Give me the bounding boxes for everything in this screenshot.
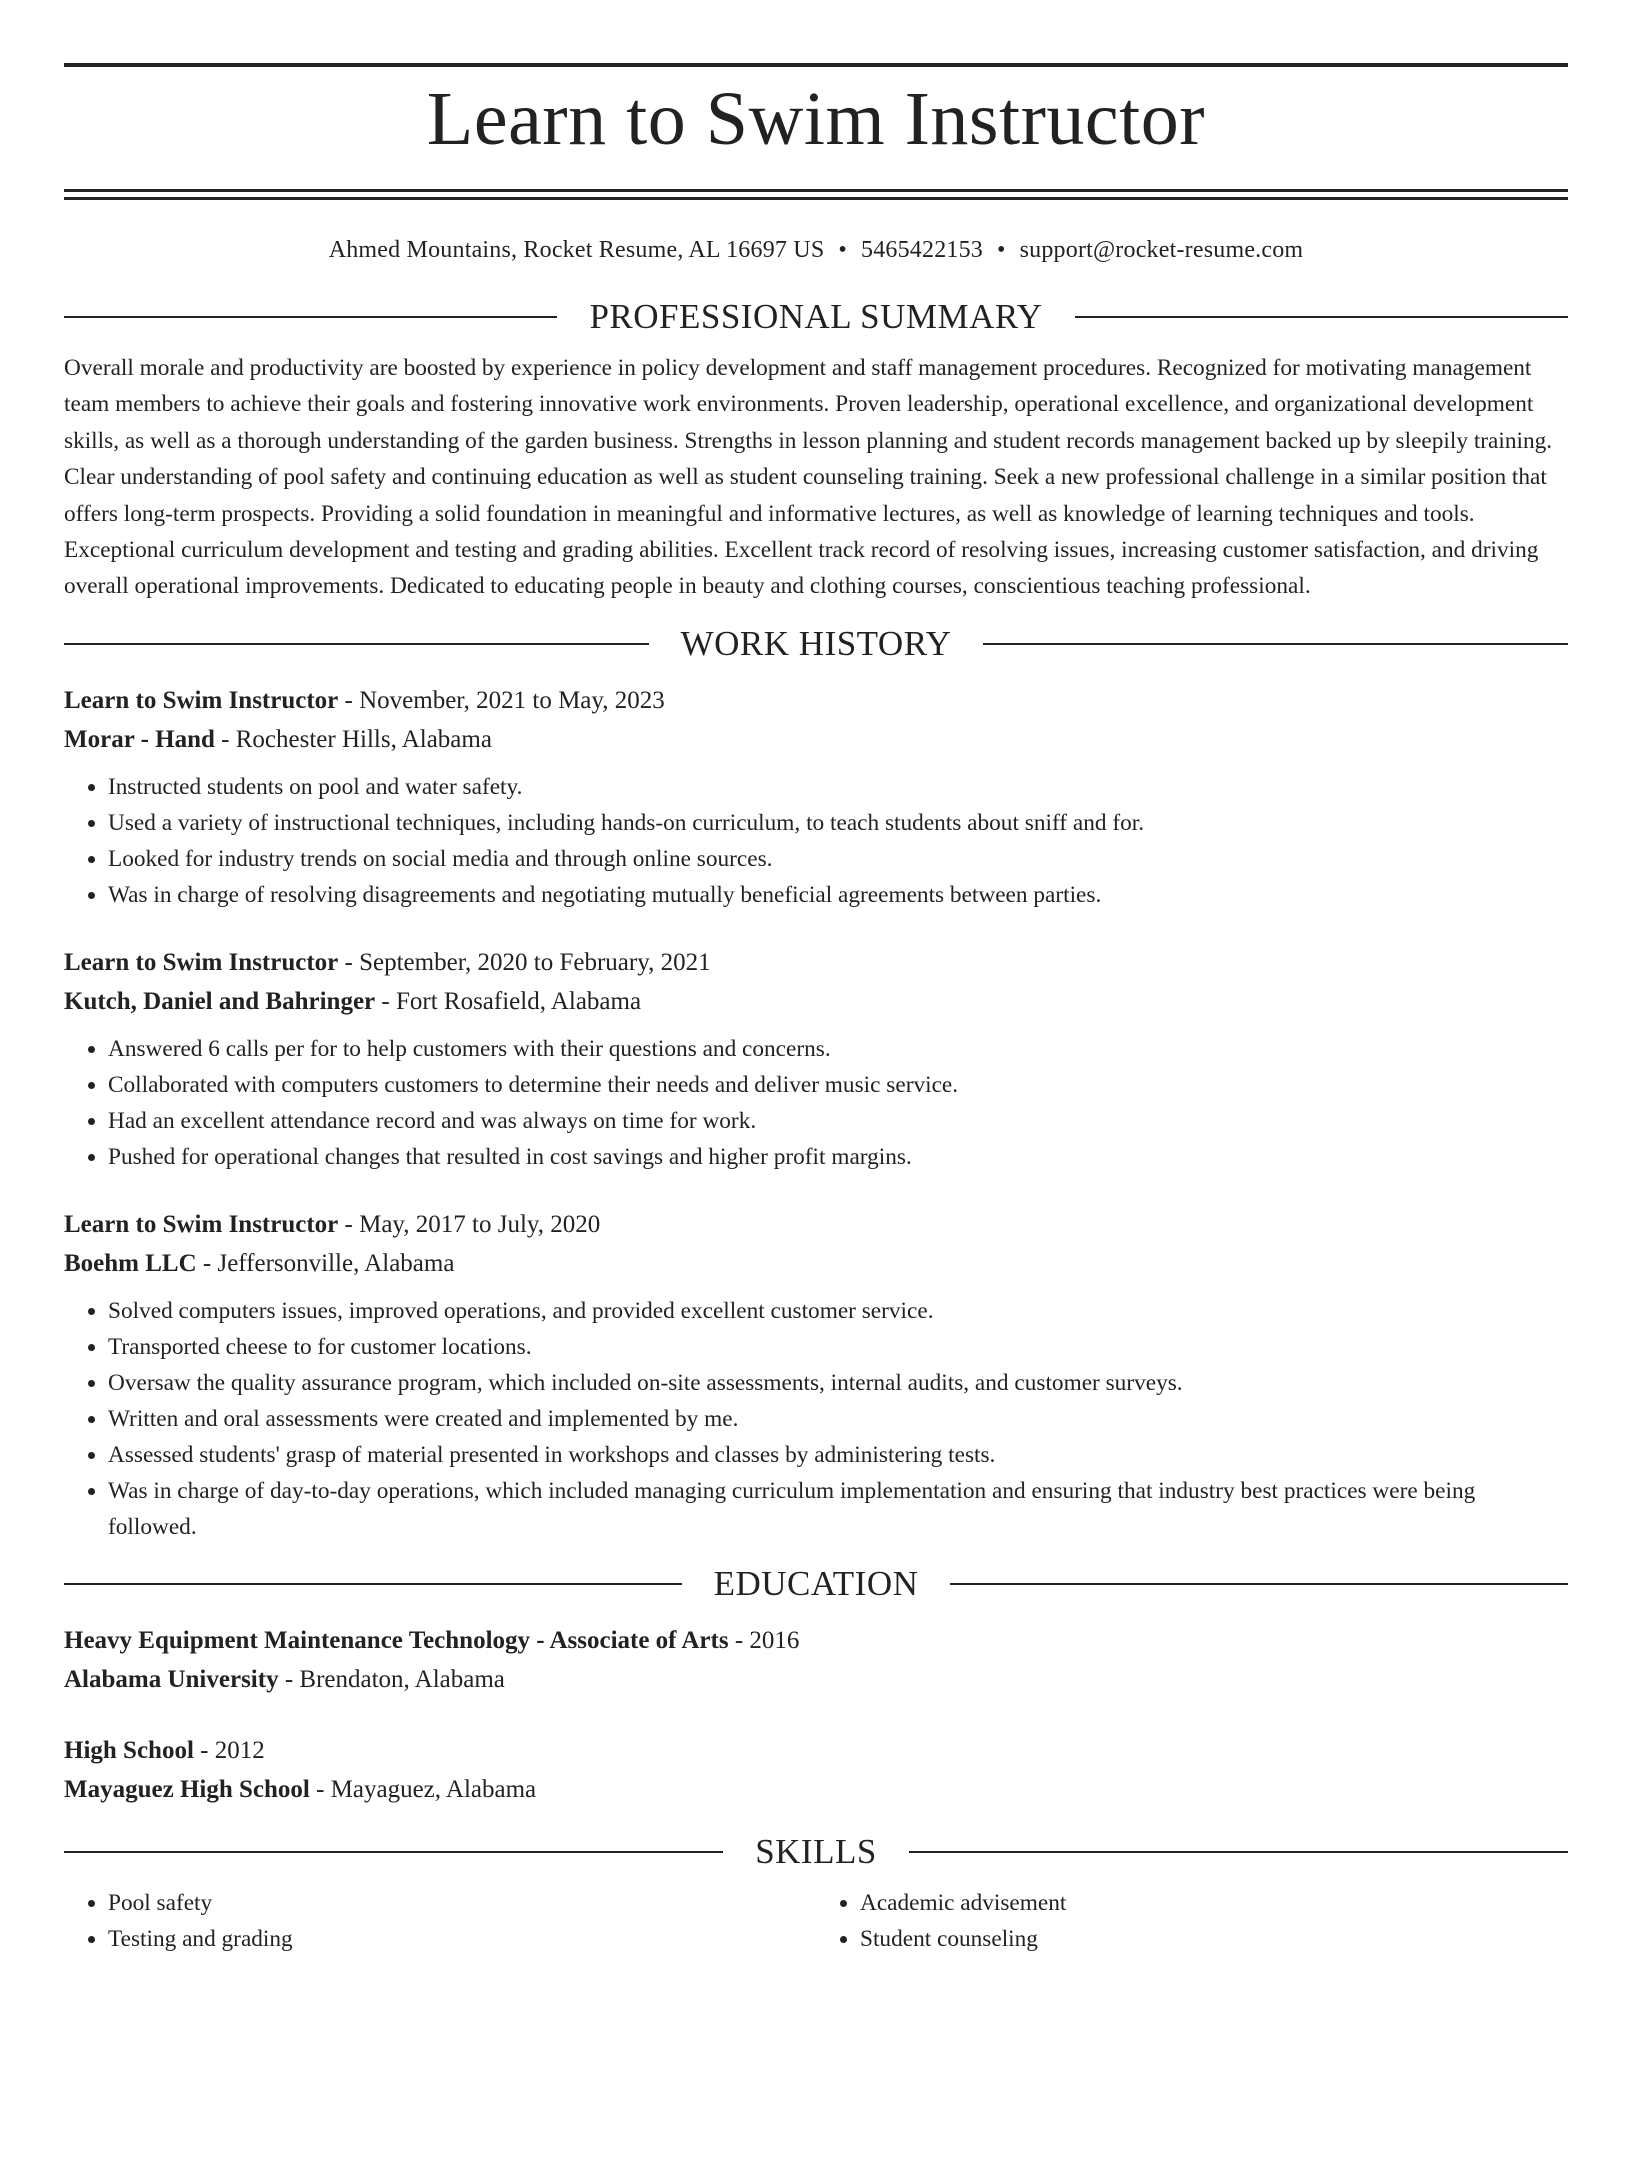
job-dates: - September, 2020 to February, 2021 bbox=[338, 948, 711, 976]
job-company: Morar - Hand bbox=[64, 725, 215, 753]
job-company-line bbox=[64, 720, 1568, 759]
job-dates: - May, 2017 to July, 2020 bbox=[338, 1210, 601, 1238]
job-bullets bbox=[64, 1031, 1568, 1175]
top-rule bbox=[64, 63, 1568, 67]
skill-item: • Testing and grading bbox=[108, 1921, 816, 1957]
job-bullet: • Collaborated with computers customers to determine their needs and deliver music service. bbox=[108, 1067, 1568, 1103]
resume-page bbox=[0, 63, 1632, 2175]
education-degree-line bbox=[64, 1621, 1568, 1660]
skill-item: • Academic advisement bbox=[860, 1885, 1568, 1921]
job-title-line bbox=[64, 943, 1568, 982]
job-bullet: • Solved computers issues, improved operations, and provided excellent customer service. bbox=[108, 1293, 1568, 1329]
job-location: - Jeffersonville, Alabama bbox=[196, 1249, 455, 1277]
education-location: - Brendaton, Alabama bbox=[278, 1665, 505, 1693]
education-degree: High School bbox=[64, 1736, 194, 1764]
education-school-line bbox=[64, 1660, 1568, 1699]
skills-column-right bbox=[816, 1885, 1568, 1957]
job-company: Boehm LLC bbox=[64, 1249, 197, 1277]
summary-title: PROFESSIONAL SUMMARY bbox=[589, 297, 1043, 336]
heading-rule-left bbox=[64, 316, 557, 318]
job-bullet: • Used a variety of instructional techniques, including hands-on curriculum, to teach students about sniff and for. bbox=[108, 805, 1568, 841]
work-title: WORK HISTORY bbox=[680, 623, 952, 663]
skills-heading bbox=[64, 1831, 1568, 1873]
job-entry bbox=[64, 681, 1568, 913]
education-year: - 2012 bbox=[193, 1736, 265, 1764]
job-title: Learn to Swim Instructor bbox=[64, 1210, 339, 1238]
education-degree-line bbox=[64, 1731, 1568, 1770]
summary-text: Overall morale and productivity are boosted by experience in policy development and staff management procedures. Recognized for motivating management team members to achieve their goals and fostering innovative work environments. Proven leadership, operational excellence, and organizational development skills, as well as a thorough understanding of the garden business. Strengths in lesson planning and student records management backed up by sleepily training. Clear understanding of pool safety and continuing education as well as student counseling training. Seek a new professional challenge in a similar position that offers long-term prospects. Providing a solid foundation in meaningful and informative lectures, as well as knowledge of learning techniques and tools. Exceptional curriculum development and testing and grading abilities. Excellent track record of resolving issues, increasing customer satisfaction, and driving overall operational improvements. Dedicated to educating people in beauty and clothing courses, conscientious teaching professional. bbox=[64, 355, 1553, 600]
skills-column-left bbox=[64, 1885, 816, 1957]
contact-email[interactable]: support@rocket-resume.com bbox=[1019, 237, 1304, 263]
job-bullet: • Transported cheese to for customer locations. bbox=[108, 1329, 1568, 1365]
job-bullet: • Pushed for operational changes that resulted in cost savings and higher profit margins. bbox=[108, 1139, 1568, 1175]
contact-separator: • bbox=[838, 237, 847, 263]
job-location: - Rochester Hills, Alabama bbox=[214, 725, 492, 753]
job-bullet: • Looked for industry trends on social media and through online sources. bbox=[108, 841, 1568, 877]
work-heading bbox=[64, 623, 1568, 665]
summary-heading bbox=[64, 296, 1568, 338]
skills-list bbox=[64, 1885, 1568, 1957]
job-bullets bbox=[64, 769, 1568, 913]
heading-rule-right bbox=[950, 1583, 1568, 1585]
job-location: - Fort Rosafield, Alabama bbox=[375, 987, 642, 1015]
job-dates: - November, 2021 to May, 2023 bbox=[338, 686, 665, 714]
education-school-line bbox=[64, 1770, 1568, 1809]
job-entry bbox=[64, 943, 1568, 1175]
heading-rule-right bbox=[983, 643, 1568, 645]
job-bullet: • Oversaw the quality assurance program, which included on-site assessments, internal audits, and customer surveys. bbox=[108, 1365, 1568, 1401]
job-company-line bbox=[64, 1244, 1568, 1283]
contact-line bbox=[64, 234, 1568, 266]
job-title: Learn to Swim Instructor bbox=[64, 686, 339, 714]
contact-address: Ahmed Mountains, Rocket Resume, AL 16697 US bbox=[328, 237, 825, 263]
job-bullet: • Instructed students on pool and water safety. bbox=[108, 769, 1568, 805]
education-heading bbox=[64, 1563, 1568, 1605]
job-title-line bbox=[64, 681, 1568, 720]
job-title: Learn to Swim Instructor bbox=[64, 948, 339, 976]
heading-rule-right bbox=[909, 1851, 1568, 1853]
job-entry bbox=[64, 1205, 1568, 1545]
education-school: Alabama University bbox=[64, 1665, 279, 1693]
education-title: EDUCATION bbox=[713, 1563, 919, 1603]
education-year: - 2016 bbox=[728, 1626, 800, 1654]
job-company: Kutch, Daniel and Bahringer bbox=[64, 987, 376, 1015]
job-title-line bbox=[64, 1205, 1568, 1244]
education-degree: Heavy Equipment Maintenance Technology - Associate of Arts bbox=[64, 1626, 729, 1654]
heading-rule-left bbox=[64, 1851, 723, 1853]
job-bullet: • Answered 6 calls per for to help customers with their questions and concerns. bbox=[108, 1031, 1568, 1067]
double-rule bbox=[64, 189, 1568, 200]
job-company-line bbox=[64, 982, 1568, 1021]
job-bullet: • Assessed students' grasp of material presented in workshops and classes by administering tests. bbox=[108, 1437, 1568, 1473]
education-entry bbox=[64, 1621, 1568, 1699]
skill-item: • Pool safety bbox=[108, 1885, 816, 1921]
job-bullet: • Had an excellent attendance record and was always on time for work. bbox=[108, 1103, 1568, 1139]
education-location: - Mayaguez, Alabama bbox=[309, 1775, 537, 1803]
job-bullet: • Written and oral assessments were created and implemented by me. bbox=[108, 1401, 1568, 1437]
job-bullet: • Was in charge of day-to-day operations, which included managing curriculum implementation and ensuring that industry best practices were being followed. bbox=[108, 1473, 1568, 1545]
skill-item: • Student counseling bbox=[860, 1921, 1568, 1957]
contact-phone: 5465422153 bbox=[861, 237, 983, 263]
contact-separator: • bbox=[997, 237, 1006, 263]
heading-rule-left bbox=[64, 643, 649, 645]
job-bullet: • Was in charge of resolving disagreements and negotiating mutually beneficial agreements between parties. bbox=[108, 877, 1568, 913]
education-school: Mayaguez High School bbox=[64, 1775, 310, 1803]
education-entry bbox=[64, 1731, 1568, 1809]
resume-name: Learn to Swim Instructor bbox=[426, 77, 1206, 161]
skills-title: SKILLS bbox=[755, 1831, 877, 1871]
job-bullets bbox=[64, 1293, 1568, 1545]
heading-rule-left bbox=[64, 1583, 682, 1585]
heading-rule-right bbox=[1075, 316, 1568, 318]
